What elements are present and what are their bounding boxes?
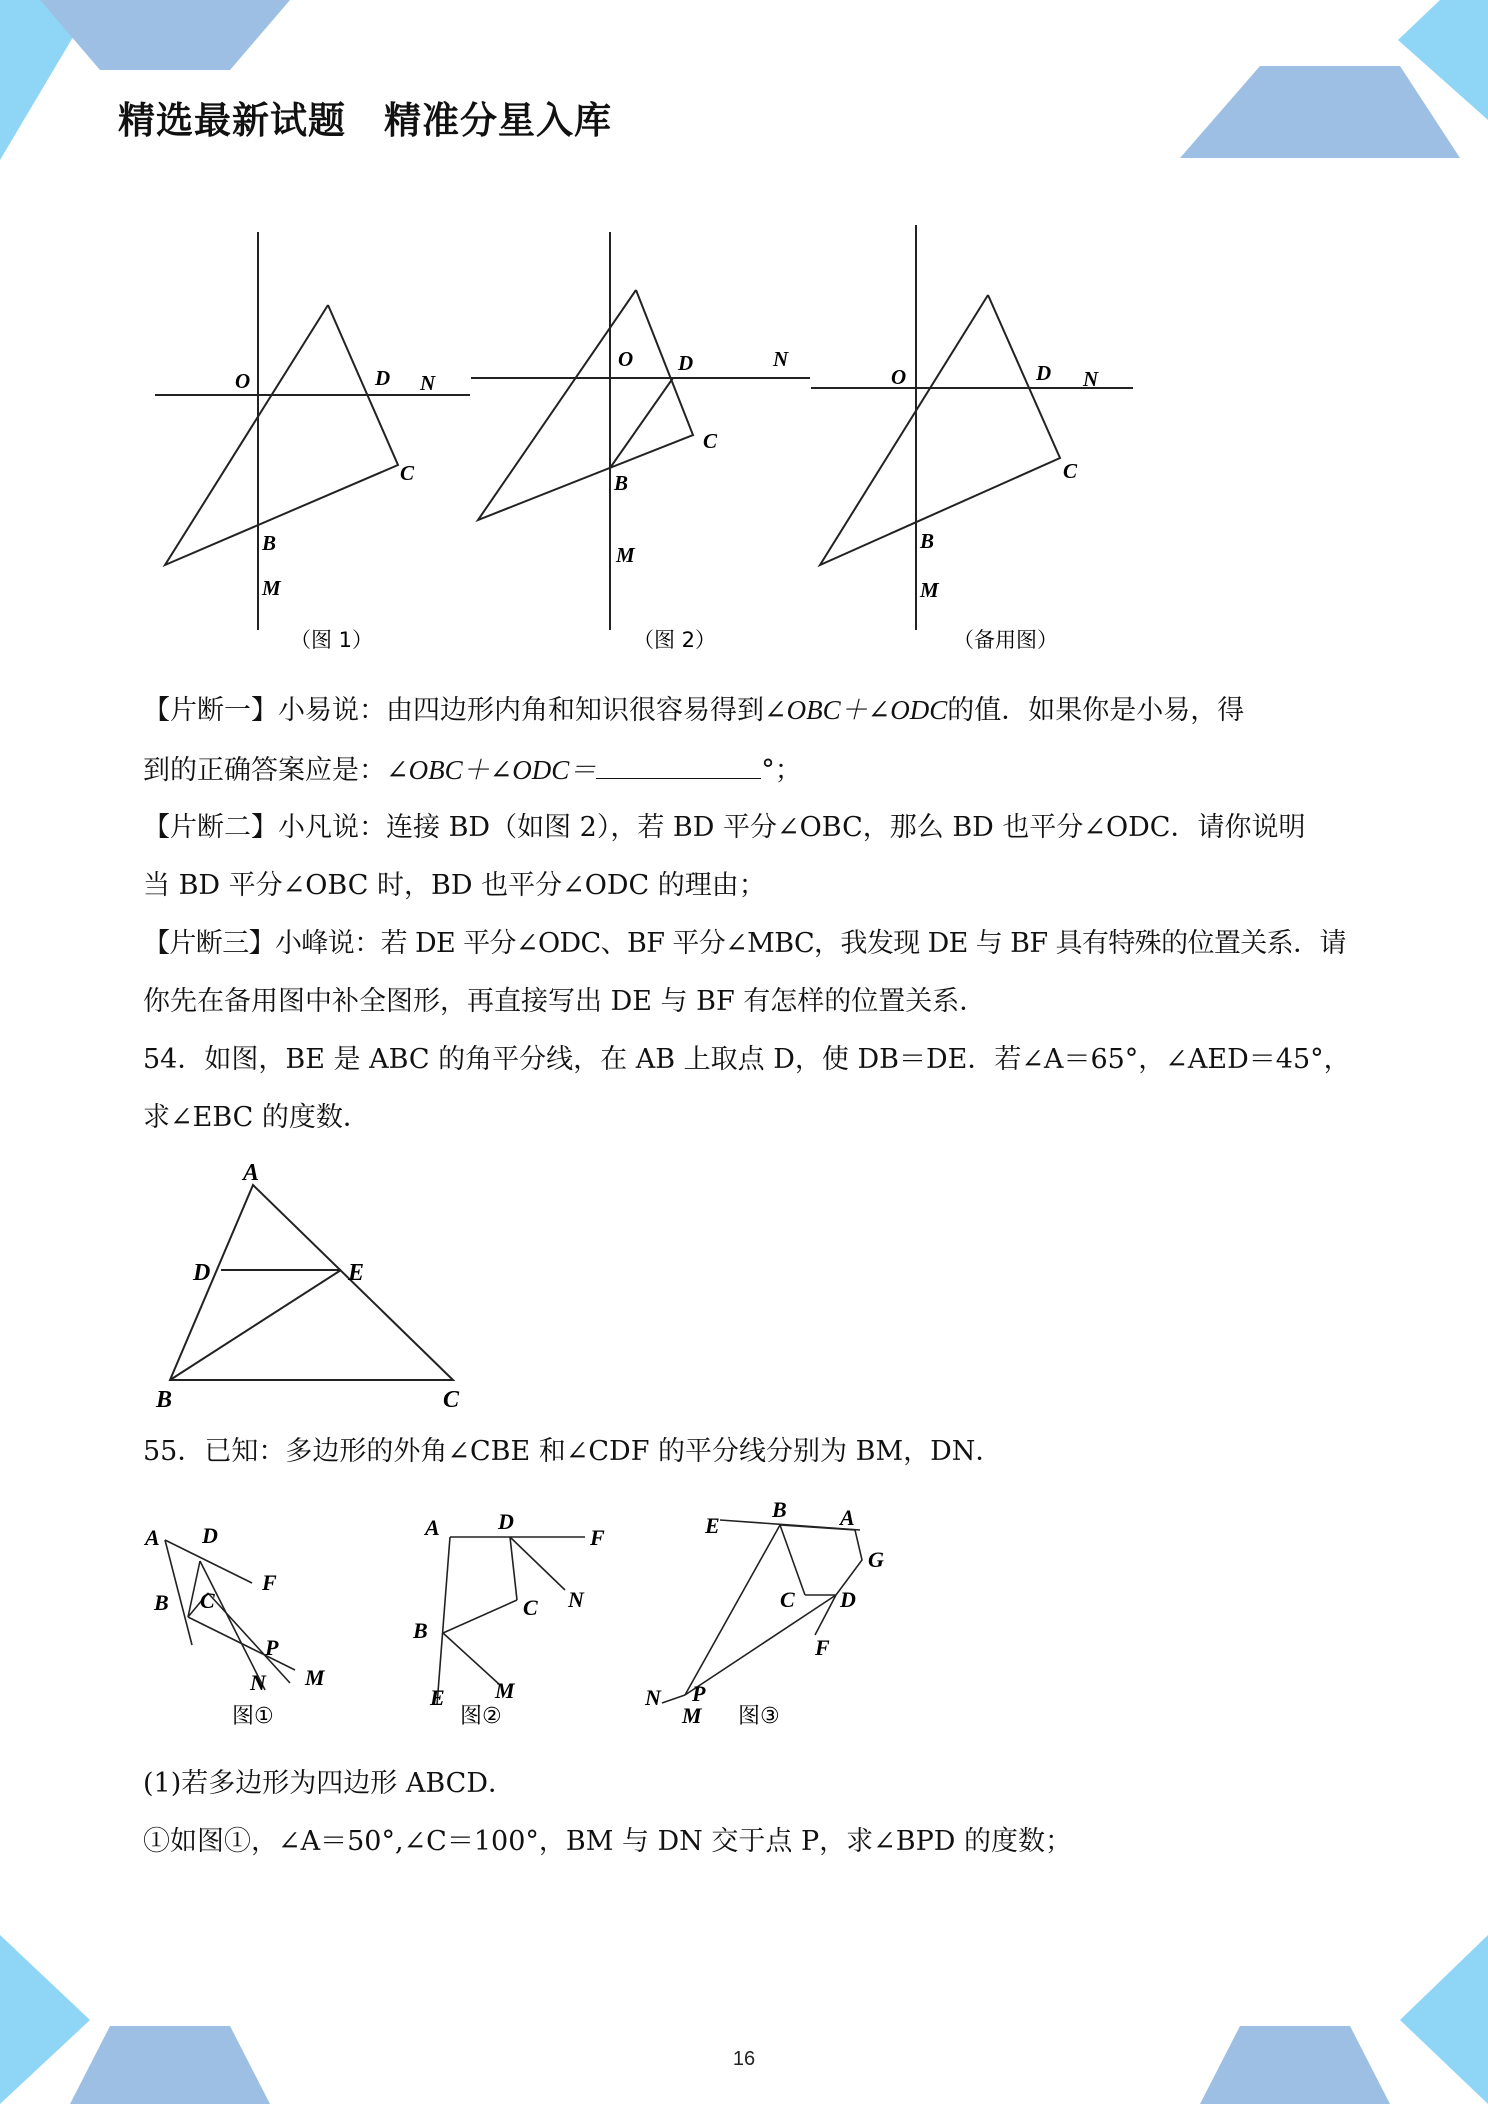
deco-top-right-trapezoid (1180, 66, 1460, 158)
q55f2-label-D: D (498, 1509, 514, 1534)
q55f3-label-D: D (840, 1587, 856, 1612)
q55f1-caption: 图① (232, 1704, 274, 1729)
q54-line2: 求∠EBC 的度数． (143, 1102, 370, 1133)
q55f3-label-E: E (705, 1513, 720, 1538)
fragment-three-line1: 【片断三】小峰说：若 DE 平分∠ODC、BF 平分∠MBC，我发现 DE 与 BF 具有特殊的位置关系．请 (143, 928, 1346, 959)
q55f3-label-P: P (692, 1681, 706, 1706)
q55f2-label-F: F (590, 1525, 605, 1550)
q55-line1: 55．已知：多边形的外角∠CBE 和∠CDF 的平分线分别为 BM，DN． (143, 1436, 1003, 1467)
q55f1-label-D: D (202, 1523, 218, 1548)
fig3-caption: （备用图） (953, 628, 1058, 652)
q54-label-A: A (243, 1160, 260, 1186)
q54-line1: 54．如图，BE 是 ABC 的角平分线，在 AB 上取点 D，使 DB＝DE．若∠A＝65°，∠AED＝45°， (143, 1044, 1351, 1075)
q55f1-label-M: M (305, 1665, 325, 1690)
fig2-caption: （图 2） (633, 628, 717, 652)
q55f3-label-C: C (780, 1587, 795, 1612)
q54-label-D: D (193, 1260, 211, 1286)
fig1-label-N: N (420, 371, 436, 395)
fragment-one-line1: 【片断一】小易说：由四边形内角和知识很容易得到∠OBC＋∠ODC的值．如果你是小易，得 (143, 695, 1245, 726)
fig3-label-C: C (1063, 459, 1078, 483)
q55f1-label-B: B (154, 1590, 169, 1615)
q55-sub1: (1)若多边形为四边形 ABCD． (143, 1768, 515, 1799)
q55f1-label-P: P (265, 1635, 279, 1660)
fragment-three-line2: 你先在备用图中补全图形，再直接写出 DE 与 BF 有怎样的位置关系． (143, 986, 987, 1017)
deco-bottom-left-triangle (0, 1935, 90, 2104)
q55f2-label-N: N (568, 1587, 584, 1612)
q55f2-label-C: C (523, 1595, 538, 1620)
q55f3-caption: 图③ (738, 1704, 780, 1729)
q55f2-label-E: E (430, 1685, 445, 1710)
figure-2 (468, 220, 818, 660)
fig2-label-B: B (614, 471, 629, 495)
fig2-label-D: D (678, 351, 694, 375)
figure-1 (150, 220, 480, 660)
header-title: 精选最新试题 精准分星入库 (118, 99, 612, 142)
answer-blank (596, 752, 761, 779)
q55-sub1a: ①如图①，∠A＝50°,∠C＝100°，BM 与 DN 交于点 P，求∠BPD 的度数； (143, 1826, 1072, 1857)
fragment-two-line1: 【片断二】小凡说：连接 BD（如图 2），若 BD 平分∠OBC，那么 BD 也平分∠ODC．请你说明 (143, 812, 1306, 843)
q55f3-label-G: G (868, 1547, 884, 1572)
fig1-caption: （图 1） (290, 628, 374, 652)
fig2-label-N: N (773, 347, 789, 371)
q55f2-caption: 图② (460, 1704, 502, 1729)
fig3-label-N: N (1083, 367, 1099, 391)
q55f3-label-A: A (840, 1505, 855, 1530)
fig1-label-M: M (262, 576, 281, 600)
q55f1-label-A: A (145, 1525, 160, 1550)
q55-figure-2 (405, 1505, 625, 1735)
q55f3-label-B: B (772, 1497, 787, 1522)
fragment-one-line2: 到的正确答案应是：∠OBC＋∠ODC＝ °； (143, 750, 1353, 791)
deco-top-left-trapezoid (40, 0, 290, 70)
q55f2-label-M: M (495, 1678, 515, 1703)
q55-figure-3 (640, 1495, 900, 1740)
q55f2-label-A: A (425, 1515, 440, 1540)
fig2-label-C: C (703, 429, 718, 453)
fig1-label-D: D (375, 366, 391, 390)
fig1-label-O: O (235, 369, 251, 393)
q55f1-label-N: N (250, 1670, 266, 1695)
q55f1-label-C: C (200, 1588, 215, 1613)
fig1-label-B: B (262, 531, 277, 555)
q55f2-label-B: B (413, 1618, 428, 1643)
fig3-label-O: O (891, 365, 907, 389)
figure-backup (808, 220, 1148, 660)
deco-bottom-right-triangle (1400, 1935, 1488, 2104)
q54-label-E: E (348, 1260, 365, 1286)
q55f3-label-N: N (645, 1685, 661, 1710)
fig3-label-B: B (920, 529, 935, 553)
q55-figure-1 (140, 1505, 340, 1735)
q54-figure (148, 1155, 478, 1415)
q55f3-label-M: M (682, 1703, 702, 1728)
fig2-label-M: M (616, 543, 635, 567)
page-number: 16 (732, 2048, 756, 2070)
fig1-label-C: C (400, 461, 415, 485)
q55f3-label-F: F (815, 1635, 830, 1660)
fragment-two-line2: 当 BD 平分∠OBC 时，BD 也平分∠ODC 的理由； (143, 870, 766, 901)
fig3-label-M: M (920, 578, 939, 602)
q55f1-label-F: F (262, 1570, 277, 1595)
q54-label-C: C (443, 1387, 460, 1413)
q54-label-B: B (156, 1387, 173, 1413)
fig2-label-O: O (618, 347, 634, 371)
fig3-label-D: D (1036, 361, 1052, 385)
